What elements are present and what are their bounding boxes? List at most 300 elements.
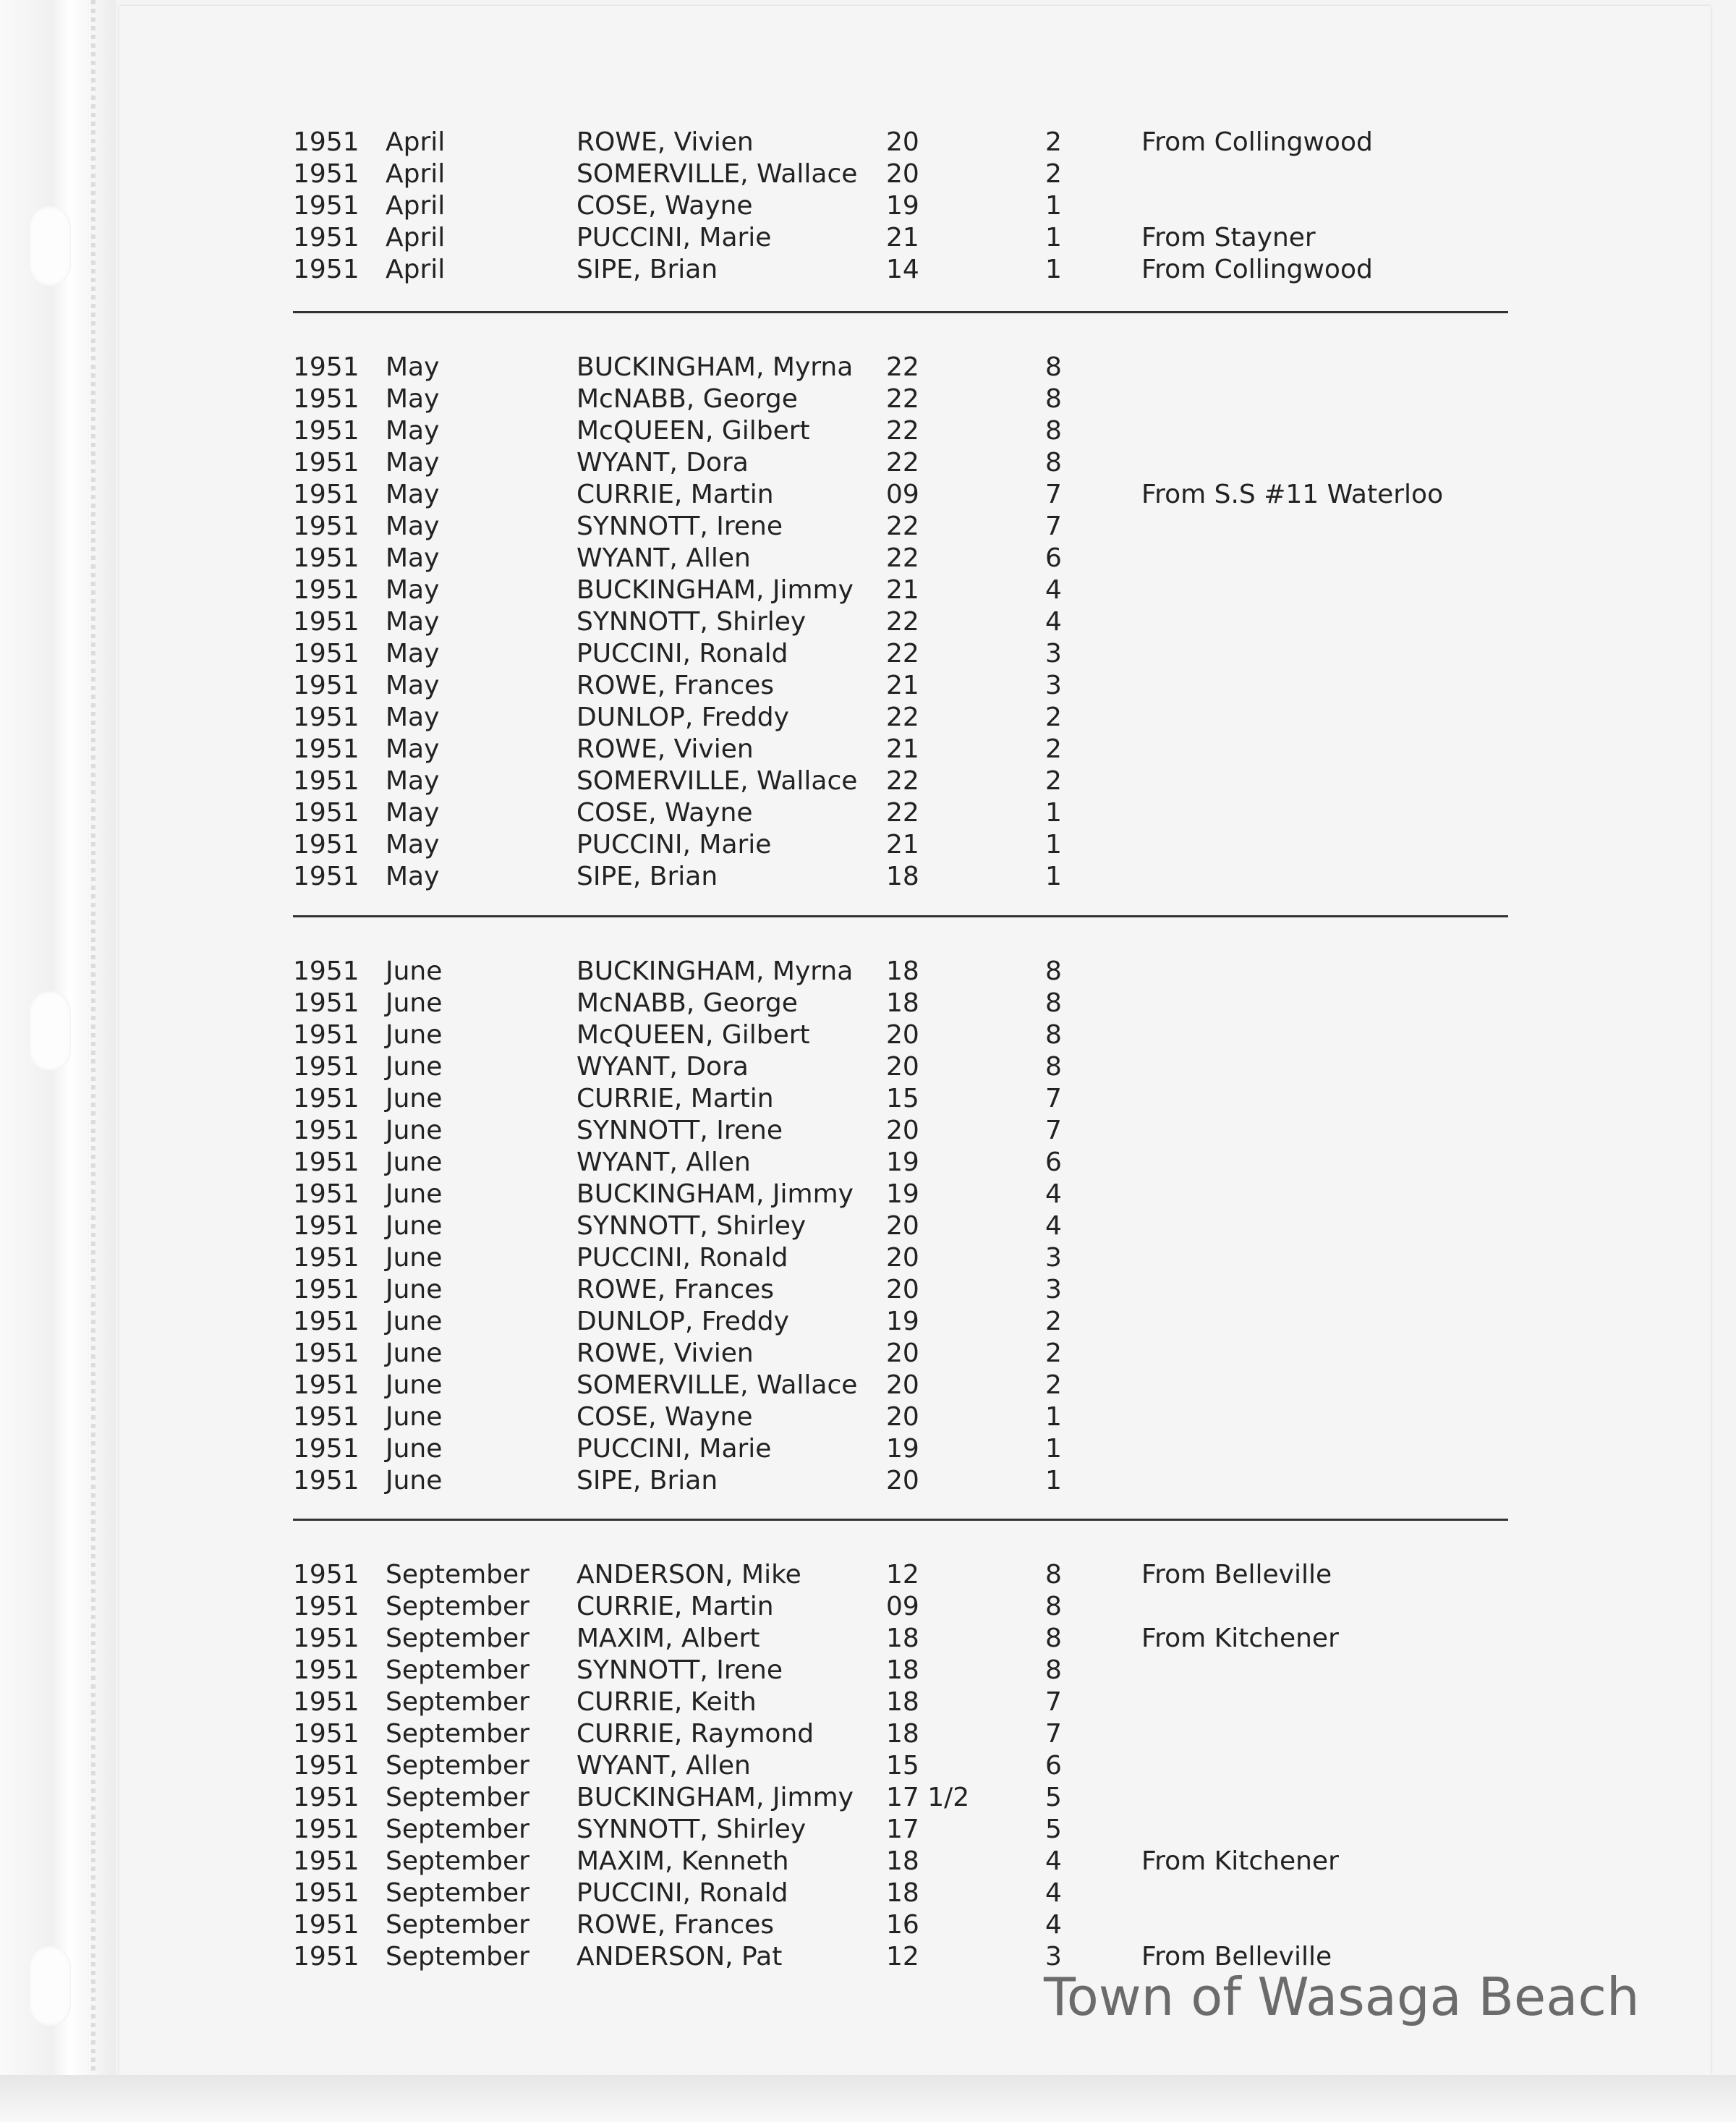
cell-year: 1951 xyxy=(293,1719,359,1749)
cell-note: From Kitchener xyxy=(1141,1624,1339,1653)
punch-hole-top xyxy=(29,206,71,286)
cell-grade: 1 xyxy=(1045,1466,1062,1495)
cell-month: September xyxy=(386,1655,529,1685)
table-row xyxy=(119,1083,1711,1115)
cell-name: WYANT, Allen xyxy=(576,543,751,573)
table-row xyxy=(119,1877,1711,1909)
table-row xyxy=(119,1274,1711,1306)
cell-grade: 3 xyxy=(1045,639,1062,669)
cell-grade: 8 xyxy=(1045,1655,1062,1685)
cell-age: 22 xyxy=(886,384,919,414)
cell-grade: 2 xyxy=(1045,127,1062,157)
cell-year: 1951 xyxy=(293,1655,359,1685)
cell-note: From Kitchener xyxy=(1141,1846,1339,1876)
table-row xyxy=(119,1909,1711,1941)
cell-grade: 8 xyxy=(1045,1592,1062,1621)
cell-name: ROWE, Vivien xyxy=(576,734,754,764)
cell-year: 1951 xyxy=(293,1275,359,1304)
table-row xyxy=(119,702,1711,734)
cell-month: June xyxy=(386,1084,443,1113)
cell-year: 1951 xyxy=(293,1116,359,1145)
section-september xyxy=(119,1559,1711,1973)
table-row xyxy=(119,383,1711,415)
cell-age: 20 xyxy=(886,1275,919,1304)
cell-grade: 5 xyxy=(1045,1783,1062,1812)
cell-grade: 1 xyxy=(1045,1434,1062,1464)
cell-year: 1951 xyxy=(293,480,359,509)
cell-grade: 1 xyxy=(1045,830,1062,860)
cell-age: 18 xyxy=(886,1878,919,1908)
cell-age: 22 xyxy=(886,607,919,637)
table-row xyxy=(119,1623,1711,1655)
cell-name: SIPE, Brian xyxy=(576,255,718,284)
cell-name: ROWE, Frances xyxy=(576,1275,775,1304)
cell-month: May xyxy=(386,862,440,891)
cell-age: 09 xyxy=(886,1592,919,1621)
cell-age: 17 xyxy=(886,1815,919,1844)
cell-grade: 4 xyxy=(1045,1179,1062,1209)
cell-grade: 3 xyxy=(1045,1942,1062,1972)
cell-month: June xyxy=(386,1370,443,1400)
table-row xyxy=(119,765,1711,797)
cell-year: 1951 xyxy=(293,766,359,796)
cell-month: September xyxy=(386,1846,529,1876)
cell-grade: 1 xyxy=(1045,223,1062,252)
cell-month: May xyxy=(386,480,440,509)
cell-year: 1951 xyxy=(293,543,359,573)
cell-name: SYNNOTT, Shirley xyxy=(576,1815,807,1844)
cell-year: 1951 xyxy=(293,862,359,891)
cell-month: June xyxy=(386,1307,443,1336)
cell-month: May xyxy=(386,448,440,478)
cell-year: 1951 xyxy=(293,352,359,382)
cell-grade: 3 xyxy=(1045,1243,1062,1273)
cell-grade: 7 xyxy=(1045,1116,1062,1145)
sleeve-bottom-edge xyxy=(0,2075,1736,2122)
cell-month: May xyxy=(386,416,440,446)
cell-name: ANDERSON, Pat xyxy=(576,1942,783,1972)
cell-age: 19 xyxy=(886,1434,919,1464)
table-row xyxy=(119,1591,1711,1623)
cell-name: PUCCINI, Ronald xyxy=(576,1243,788,1273)
cell-grade: 8 xyxy=(1045,956,1062,986)
cell-month: June xyxy=(386,1179,443,1209)
cell-month: September xyxy=(386,1942,529,1972)
cell-name: ROWE, Vivien xyxy=(576,127,754,157)
cell-age: 19 xyxy=(886,1147,919,1177)
table-row xyxy=(119,543,1711,574)
table-row xyxy=(119,1147,1711,1179)
cell-month: June xyxy=(386,1402,443,1432)
cell-name: SIPE, Brian xyxy=(576,862,718,891)
cell-age: 15 xyxy=(886,1751,919,1781)
cell-year: 1951 xyxy=(293,127,359,157)
cell-grade: 8 xyxy=(1045,988,1062,1018)
cell-grade: 1 xyxy=(1045,862,1062,891)
cell-age: 22 xyxy=(886,416,919,446)
cell-year: 1951 xyxy=(293,191,359,221)
cell-grade: 2 xyxy=(1045,1338,1062,1368)
cell-name: CURRIE, Martin xyxy=(576,1592,774,1621)
cell-name: BUCKINGHAM, Jimmy xyxy=(576,1783,854,1812)
cell-month: April xyxy=(386,255,446,284)
cell-grade: 7 xyxy=(1045,480,1062,509)
cell-year: 1951 xyxy=(293,1402,359,1432)
cell-name: PUCCINI, Ronald xyxy=(576,639,788,669)
cell-name: McQUEEN, Gilbert xyxy=(576,416,810,446)
cell-age: 20 xyxy=(886,1211,919,1241)
cell-month: September xyxy=(386,1815,529,1844)
cell-month: September xyxy=(386,1783,529,1812)
cell-month: June xyxy=(386,1338,443,1368)
cell-age: 18 xyxy=(886,1846,919,1876)
cell-grade: 2 xyxy=(1045,766,1062,796)
table-row xyxy=(119,1179,1711,1210)
table-row xyxy=(119,158,1711,190)
cell-year: 1951 xyxy=(293,1434,359,1464)
cell-grade: 8 xyxy=(1045,448,1062,478)
cell-age: 20 xyxy=(886,159,919,189)
cell-month: May xyxy=(386,734,440,764)
cell-grade: 8 xyxy=(1045,1052,1062,1082)
cell-year: 1951 xyxy=(293,255,359,284)
cell-name: PUCCINI, Marie xyxy=(576,830,772,860)
cell-year: 1951 xyxy=(293,1307,359,1336)
cell-age: 21 xyxy=(886,734,919,764)
table-row xyxy=(119,1242,1711,1274)
table-row xyxy=(119,1210,1711,1242)
cell-grade: 2 xyxy=(1045,1307,1062,1336)
cell-grade: 4 xyxy=(1045,1878,1062,1908)
table-row xyxy=(119,1718,1711,1750)
cell-name: SYNNOTT, Shirley xyxy=(576,607,807,637)
cell-year: 1951 xyxy=(293,988,359,1018)
cell-month: May xyxy=(386,512,440,541)
cell-year: 1951 xyxy=(293,1243,359,1273)
cell-age: 16 xyxy=(886,1910,919,1940)
cell-month: May xyxy=(386,671,440,700)
table-row xyxy=(119,127,1711,158)
cell-age: 12 xyxy=(886,1942,919,1972)
cell-month: April xyxy=(386,159,446,189)
table-row xyxy=(119,734,1711,765)
cell-name: DUNLOP, Freddy xyxy=(576,1307,789,1336)
cell-name: McNABB, George xyxy=(576,988,798,1018)
cell-note: From Collingwood xyxy=(1141,255,1373,284)
cell-age: 20 xyxy=(886,1243,919,1273)
cell-name: WYANT, Allen xyxy=(576,1147,751,1177)
table-row xyxy=(119,352,1711,383)
cell-age: 22 xyxy=(886,512,919,541)
cell-name: COSE, Wayne xyxy=(576,798,753,828)
cell-note: From Belleville xyxy=(1141,1560,1332,1590)
cell-name: BUCKINGHAM, Jimmy xyxy=(576,575,854,605)
cell-month: September xyxy=(386,1719,529,1749)
cell-year: 1951 xyxy=(293,1020,359,1050)
cell-grade: 1 xyxy=(1045,798,1062,828)
cell-month: June xyxy=(386,1275,443,1304)
cell-year: 1951 xyxy=(293,1815,359,1844)
cell-name: CURRIE, Martin xyxy=(576,1084,774,1113)
cell-month: May xyxy=(386,830,440,860)
table-row xyxy=(119,511,1711,543)
cell-name: SIPE, Brian xyxy=(576,1466,718,1495)
cell-month: June xyxy=(386,1116,443,1145)
table-row xyxy=(119,479,1711,511)
cell-age: 18 xyxy=(886,1687,919,1717)
cell-age: 20 xyxy=(886,1116,919,1145)
cell-name: BUCKINGHAM, Myrna xyxy=(576,956,854,986)
table-row xyxy=(119,829,1711,861)
cell-year: 1951 xyxy=(293,1624,359,1653)
cell-month: June xyxy=(386,1434,443,1464)
cell-name: SYNNOTT, Shirley xyxy=(576,1211,807,1241)
table-row xyxy=(119,1814,1711,1846)
cell-name: McNABB, George xyxy=(576,384,798,414)
cell-name: SOMERVILLE, Wallace xyxy=(576,159,858,189)
cell-month: April xyxy=(386,191,446,221)
cell-month: June xyxy=(386,1466,443,1495)
cell-month: May xyxy=(386,607,440,637)
section-may xyxy=(119,352,1711,893)
cell-month: May xyxy=(386,575,440,605)
cell-month: September xyxy=(386,1751,529,1781)
cell-name: MAXIM, Albert xyxy=(576,1624,760,1653)
table-row xyxy=(119,1655,1711,1686)
table-row xyxy=(119,1465,1711,1497)
cell-name: CURRIE, Keith xyxy=(576,1687,757,1717)
table-row xyxy=(119,190,1711,222)
cell-month: June xyxy=(386,1147,443,1177)
cell-note: From S.S #11 Waterloo xyxy=(1141,480,1444,509)
cell-grade: 3 xyxy=(1045,1275,1062,1304)
cell-age: 18 xyxy=(886,956,919,986)
table-row xyxy=(119,1115,1711,1147)
table-row xyxy=(119,797,1711,829)
cell-name: BUCKINGHAM, Jimmy xyxy=(576,1179,854,1209)
section-april xyxy=(119,127,1711,286)
cell-month: April xyxy=(386,127,446,157)
cell-name: ROWE, Frances xyxy=(576,671,775,700)
cell-year: 1951 xyxy=(293,1910,359,1940)
punch-hole-bottom xyxy=(29,1946,71,2026)
cell-year: 1951 xyxy=(293,956,359,986)
cell-grade: 4 xyxy=(1045,575,1062,605)
cell-name: SYNNOTT, Irene xyxy=(576,512,783,541)
cell-age: 18 xyxy=(886,862,919,891)
cell-year: 1951 xyxy=(293,798,359,828)
table-row xyxy=(119,1019,1711,1051)
cell-name: SYNNOTT, Irene xyxy=(576,1116,783,1145)
cell-grade: 2 xyxy=(1045,1370,1062,1400)
cell-name: ANDERSON, Mike xyxy=(576,1560,801,1590)
table-row xyxy=(119,861,1711,893)
cell-grade: 1 xyxy=(1045,191,1062,221)
cell-grade: 7 xyxy=(1045,1687,1062,1717)
cell-grade: 8 xyxy=(1045,384,1062,414)
cell-age: 20 xyxy=(886,127,919,157)
cell-month: May xyxy=(386,352,440,382)
table-row xyxy=(119,1782,1711,1814)
cell-year: 1951 xyxy=(293,1179,359,1209)
cell-age: 22 xyxy=(886,639,919,669)
cell-month: May xyxy=(386,543,440,573)
cell-age: 20 xyxy=(886,1370,919,1400)
cell-name: WYANT, Allen xyxy=(576,1751,751,1781)
cell-year: 1951 xyxy=(293,159,359,189)
cell-age: 22 xyxy=(886,543,919,573)
cell-year: 1951 xyxy=(293,1878,359,1908)
cell-name: SYNNOTT, Irene xyxy=(576,1655,783,1685)
table-row xyxy=(119,956,1711,988)
cell-grade: 8 xyxy=(1045,416,1062,446)
section-june xyxy=(119,956,1711,1497)
cell-grade: 6 xyxy=(1045,1751,1062,1781)
cell-name: PUCCINI, Marie xyxy=(576,223,772,252)
cell-age: 18 xyxy=(886,1624,919,1653)
table-row xyxy=(119,1433,1711,1465)
cell-year: 1951 xyxy=(293,416,359,446)
cell-year: 1951 xyxy=(293,512,359,541)
cell-name: BUCKINGHAM, Myrna xyxy=(576,352,854,382)
cell-age: 19 xyxy=(886,1179,919,1209)
cell-month: September xyxy=(386,1592,529,1621)
cell-year: 1951 xyxy=(293,1942,359,1972)
table-row xyxy=(119,670,1711,702)
cell-month: June xyxy=(386,988,443,1018)
cell-year: 1951 xyxy=(293,1751,359,1781)
table-row xyxy=(119,415,1711,447)
cell-year: 1951 xyxy=(293,1147,359,1177)
cell-name: CURRIE, Raymond xyxy=(576,1719,814,1749)
cell-month: September xyxy=(386,1624,529,1653)
cell-grade: 4 xyxy=(1045,607,1062,637)
section-divider xyxy=(293,1519,1508,1521)
cell-month: September xyxy=(386,1878,529,1908)
cell-year: 1951 xyxy=(293,703,359,732)
cell-year: 1951 xyxy=(293,1084,359,1113)
cell-name: PUCCINI, Ronald xyxy=(576,1878,788,1908)
table-row xyxy=(119,1051,1711,1083)
cell-name: McQUEEN, Gilbert xyxy=(576,1020,810,1050)
table-row xyxy=(119,606,1711,638)
table-row xyxy=(119,222,1711,254)
cell-month: June xyxy=(386,1211,443,1241)
sleeve-perforation xyxy=(91,0,95,2122)
table-row xyxy=(119,1401,1711,1433)
cell-year: 1951 xyxy=(293,1052,359,1082)
table-row xyxy=(119,988,1711,1019)
cell-name: MAXIM, Kenneth xyxy=(576,1846,789,1876)
cell-year: 1951 xyxy=(293,1338,359,1368)
cell-age: 21 xyxy=(886,671,919,700)
cell-month: September xyxy=(386,1910,529,1940)
table-row xyxy=(119,1559,1711,1591)
cell-name: COSE, Wayne xyxy=(576,1402,753,1432)
cell-month: September xyxy=(386,1687,529,1717)
cell-grade: 2 xyxy=(1045,734,1062,764)
cell-year: 1951 xyxy=(293,607,359,637)
cell-year: 1951 xyxy=(293,1783,359,1812)
cell-grade: 7 xyxy=(1045,1719,1062,1749)
cell-year: 1951 xyxy=(293,448,359,478)
cell-month: June xyxy=(386,1243,443,1273)
cell-year: 1951 xyxy=(293,1592,359,1621)
cell-grade: 4 xyxy=(1045,1211,1062,1241)
cell-age: 09 xyxy=(886,480,919,509)
cell-year: 1951 xyxy=(293,1370,359,1400)
cell-grade: 1 xyxy=(1045,1402,1062,1432)
cell-month: June xyxy=(386,956,443,986)
cell-month: May xyxy=(386,798,440,828)
cell-month: April xyxy=(386,223,446,252)
cell-month: May xyxy=(386,766,440,796)
table-row xyxy=(119,1750,1711,1782)
table-row xyxy=(119,447,1711,479)
cell-grade: 8 xyxy=(1045,1560,1062,1590)
cell-name: WYANT, Dora xyxy=(576,1052,749,1082)
cell-year: 1951 xyxy=(293,1687,359,1717)
cell-grade: 8 xyxy=(1045,352,1062,382)
cell-age: 15 xyxy=(886,1084,919,1113)
table-row xyxy=(119,1686,1711,1718)
cell-age: 20 xyxy=(886,1020,919,1050)
document-page xyxy=(119,6,1711,2075)
cell-month: June xyxy=(386,1052,443,1082)
cell-grade: 4 xyxy=(1045,1846,1062,1876)
cell-age: 20 xyxy=(886,1338,919,1368)
cell-grade: 8 xyxy=(1045,1624,1062,1653)
cell-note: From Stayner xyxy=(1141,223,1316,252)
cell-grade: 6 xyxy=(1045,543,1062,573)
cell-age: 14 xyxy=(886,255,919,284)
cell-month: May xyxy=(386,639,440,669)
cell-grade: 3 xyxy=(1045,671,1062,700)
cell-year: 1951 xyxy=(293,639,359,669)
cell-age: 18 xyxy=(886,1719,919,1749)
table-row xyxy=(119,1846,1711,1877)
cell-grade: 8 xyxy=(1045,1020,1062,1050)
cell-grade: 1 xyxy=(1045,255,1062,284)
cell-year: 1951 xyxy=(293,575,359,605)
cell-age: 22 xyxy=(886,766,919,796)
table-row xyxy=(119,1338,1711,1370)
cell-month: June xyxy=(386,1020,443,1050)
cell-age: 19 xyxy=(886,1307,919,1336)
cell-name: ROWE, Vivien xyxy=(576,1338,754,1368)
cell-age: 20 xyxy=(886,1466,919,1495)
cell-age: 21 xyxy=(886,223,919,252)
cell-age: 21 xyxy=(886,830,919,860)
sheet-protector-strip xyxy=(0,0,116,2122)
cell-age: 18 xyxy=(886,988,919,1018)
cell-year: 1951 xyxy=(293,1846,359,1876)
cell-year: 1951 xyxy=(293,1560,359,1590)
cell-month: May xyxy=(386,384,440,414)
cell-age: 20 xyxy=(886,1402,919,1432)
cell-year: 1951 xyxy=(293,1466,359,1495)
table-row xyxy=(119,574,1711,606)
cell-name: ROWE, Frances xyxy=(576,1910,775,1940)
table-row xyxy=(119,1370,1711,1401)
cell-grade: 2 xyxy=(1045,159,1062,189)
cell-name: WYANT, Dora xyxy=(576,448,749,478)
cell-grade: 2 xyxy=(1045,703,1062,732)
cell-grade: 4 xyxy=(1045,1910,1062,1940)
cell-name: DUNLOP, Freddy xyxy=(576,703,789,732)
table-row xyxy=(119,638,1711,670)
cell-name: COSE, Wayne xyxy=(576,191,753,221)
